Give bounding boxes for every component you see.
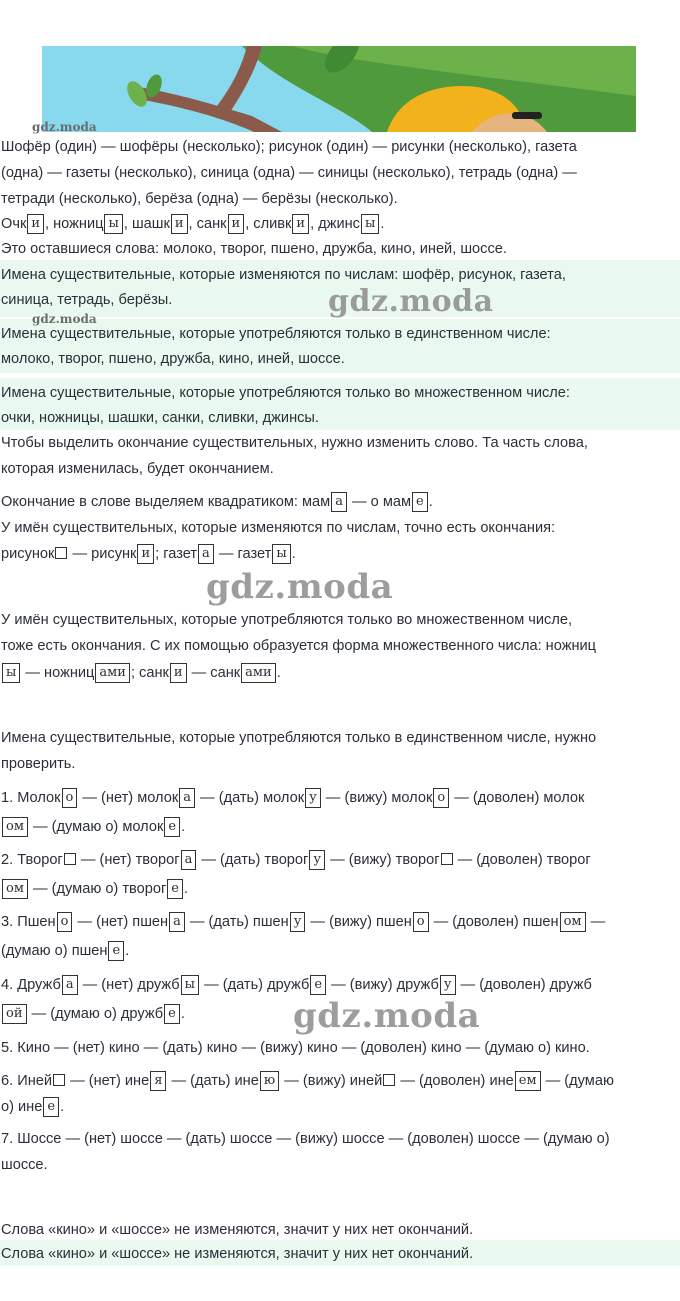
ending-box: ю <box>260 1071 279 1091</box>
text-line: Это оставшиеся слова: молоко, творог, пшено, дружба, кино, иней, шоссе. <box>1 241 507 257</box>
text-line: ы — ножниц ами ; санк и — санк ами . <box>1 660 677 686</box>
ending-box: ы <box>272 544 290 564</box>
text-line: 7. Шоссе — (нет) шоссе — (дать) шоссе — (вижу) шоссе — (доволен) шоссе — (думаю о) <box>1 1131 610 1147</box>
text-line: которая изменилась, будет окончанием. <box>1 461 274 477</box>
text-line: о) ине е . <box>1 1094 677 1120</box>
text-line: 6. Иней — (нет) ине я — (дать) ине ю — (вижу) иней — (доволен) ине ем — (думаю <box>1 1068 677 1094</box>
text-line: 1. Молок о — (нет) молок а — (дать) молок у — (вижу) молок о — (доволен) молок <box>1 785 677 811</box>
watermark: gdz.moda <box>32 312 97 326</box>
text-line: шоссе. <box>1 1157 48 1173</box>
text-line: Имена существительные, которые употребляются только в единственном числе: <box>1 326 551 342</box>
ending-box: о <box>433 788 449 808</box>
empty-ending-box <box>64 853 76 865</box>
text-line: Имена существительные, которые изменяются по числам: шофёр, рисунок, газета, <box>1 267 566 283</box>
ending-box: а <box>169 912 185 932</box>
text-line: (думаю о) пшен е . <box>1 938 677 964</box>
header-illustration <box>42 46 636 132</box>
text-line: Имена существительные, которые употребляются только в единственном числе, нужно <box>1 730 597 746</box>
ending-box: ами <box>241 663 276 683</box>
text-line: рисунок — рисунк и ; газет а — газет ы . <box>1 541 677 567</box>
text-line: молоко, творог, пшено, дружба, кино, иней, шоссе. <box>1 351 345 367</box>
ending-box: о <box>57 912 73 932</box>
ending-box: е <box>167 879 183 899</box>
ending-box: о <box>62 788 78 808</box>
ending-box: и <box>27 214 44 234</box>
empty-ending-box <box>55 547 67 559</box>
ending-box: а <box>179 788 195 808</box>
ending-box: и <box>137 544 154 564</box>
text-line: (одна) — газеты (несколько), синица (одна) — синицы (несколько), тетрадь (одна) — <box>1 165 577 181</box>
text-line: ом — (думаю о) молок е . <box>1 814 677 840</box>
ending-box: у <box>305 788 321 808</box>
ending-box: ой <box>2 1004 27 1024</box>
ending-box: у <box>440 975 456 995</box>
ending-box: ом <box>2 879 28 899</box>
text-line: тетради (несколько), берёза (одна) — берёзы (несколько). <box>1 191 398 207</box>
ending-box: ами <box>95 663 130 683</box>
ending-box: е <box>164 817 180 837</box>
ending-box: у <box>309 850 325 870</box>
ending-box: е <box>108 941 124 961</box>
watermark: gdz.moda <box>293 996 481 1036</box>
ending-box: е <box>412 492 428 512</box>
ending-box: ем <box>515 1071 541 1091</box>
watermark: gdz.moda <box>328 284 494 319</box>
ending-box: а <box>181 850 197 870</box>
ending-box: е <box>164 1004 180 1024</box>
ending-box: ы <box>2 663 20 683</box>
text-line: Чтобы выделить окончание существительных, нужно изменить слово. Та часть слова, <box>1 435 588 451</box>
ending-box: а <box>198 544 214 564</box>
text-line: У имён существительных, которые изменяются по числам, точно есть окончания: <box>1 520 556 536</box>
ending-box: и <box>171 214 188 234</box>
text-line: проверить. <box>1 756 76 772</box>
ending-box: а <box>331 492 347 512</box>
text-line: Слова «кино» и «шоссе» не изменяются, значит у них нет окончаний. <box>1 1246 474 1262</box>
ending-box: е <box>43 1097 59 1117</box>
ending-box: и <box>170 663 187 683</box>
empty-ending-box <box>53 1074 65 1086</box>
text-line: Слова «кино» и «шоссе» не изменяются, значит у них нет окончаний. <box>1 1222 474 1238</box>
ending-box: ом <box>2 817 28 837</box>
text-line: очки, ножницы, шашки, санки, сливки, джинсы. <box>1 410 319 426</box>
ending-box: о <box>413 912 429 932</box>
text-line: синица, тетрадь, берёзы. <box>1 292 173 308</box>
ending-box: ы <box>361 214 379 234</box>
text-line: 2. Творог — (нет) творог а — (дать) творог у — (вижу) творог — (доволен) творог <box>1 847 677 873</box>
ending-box: я <box>150 1071 166 1091</box>
text-line: ой — (думаю о) дружб е . <box>1 1001 677 1027</box>
ending-box: и <box>228 214 245 234</box>
ending-box: у <box>290 912 306 932</box>
ending-box: а <box>62 975 78 995</box>
ending-box: ы <box>181 975 199 995</box>
text-line: Окончание в слове выделяем квадратиком: мам а — о мам е . <box>1 489 677 515</box>
ending-box: ы <box>104 214 122 234</box>
watermark: gdz.moda <box>32 120 97 134</box>
empty-ending-box <box>441 853 453 865</box>
empty-ending-box <box>383 1074 395 1086</box>
text-line: Имена существительные, которые употребляются только во множественном числе: <box>1 385 570 401</box>
text-line: ом — (думаю о) творог е . <box>1 876 677 902</box>
text-line: У имён существительных, которые употребляются только во множественном числе, <box>1 612 573 628</box>
text-line: 5. Кино — (нет) кино — (дать) кино — (вижу) кино — (доволен) кино — (думаю о) кино. <box>1 1040 590 1056</box>
watermark: gdz.moda <box>206 567 394 607</box>
ending-box: и <box>292 214 309 234</box>
text-line: 4. Дружб а — (нет) дружб ы — (дать) дружб е — (вижу) дружб у — (доволен) дружб <box>1 972 677 998</box>
text-line: 3. Пшен о — (нет) пшен а — (дать) пшен у — (вижу) пшен о — (доволен) пшен ом — <box>1 909 677 935</box>
text-line: тоже есть окончания. С их помощью образуется форма множественного числа: ножниц <box>1 638 597 654</box>
ending-box: ом <box>560 912 586 932</box>
text-line: Шофёр (один) — шофёры (несколько); рисунок (один) — рисунки (несколько), газета <box>1 139 577 155</box>
text-line: Очк и , ножниц ы , шашк и , санк и , сливк и , джинс ы . <box>1 211 677 237</box>
ending-box: е <box>310 975 326 995</box>
